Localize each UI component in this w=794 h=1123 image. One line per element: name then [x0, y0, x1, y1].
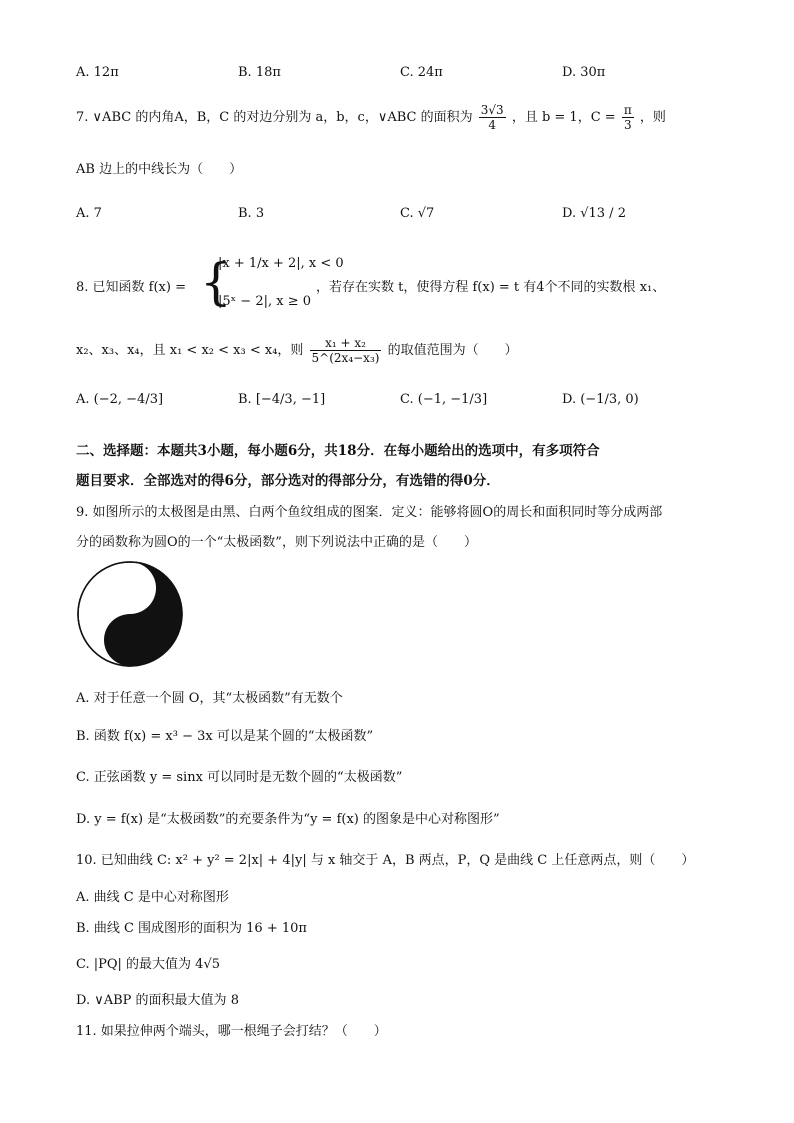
section2-line1: 二、选择题：本题共3小题，每小题6分，共18分．在每小题给出的选项中，有多项符合	[76, 443, 600, 459]
q8-piece-1: |x + 1/x + 2|, x < 0	[218, 256, 344, 271]
q6-option-a: A. 12π	[76, 65, 119, 80]
q7-angle-num: π	[623, 103, 632, 117]
q9-option-b: B. 函数 f(x) = x³ − 3x 可以是某个圆的“太极函数”	[76, 729, 374, 744]
q8-brace: {	[200, 253, 232, 311]
q10-option-c: C. |PQ| 的最大值为 4√5	[76, 957, 221, 972]
q8-line1-cont: ，若存在实数 t，使得方程 f(x) = t 有4个不同的实数根 x₁、	[316, 280, 666, 295]
q10-option-d: D. ∨ABP 的面积最大值为 8	[76, 993, 239, 1008]
q7-option-d: D. √13 / 2	[562, 206, 626, 221]
section2-line2: 题目要求．全部选对的得6分，部分选对的得部分分，有选错的得0分．	[76, 473, 500, 489]
q8-option-a: A. (−2, −4/3]	[76, 392, 164, 407]
q7-area-fraction	[479, 103, 506, 132]
q8-ratio	[310, 336, 382, 365]
q7-angle-den: 3	[623, 118, 632, 132]
q6-option-c: C. 24π	[400, 65, 443, 80]
q7-option-a: A. 7	[76, 206, 102, 221]
q8-option-b: B. [−4/3, −1]	[238, 392, 326, 407]
q10-option-b: B. 曲线 C 围成图形的面积为 16 + 10π	[76, 921, 307, 936]
q7-area-num: 3√3	[480, 103, 504, 117]
q7-angle-fraction	[622, 103, 634, 132]
q7-stem-end: ，则	[639, 110, 666, 125]
q10-option-a: A. 曲线 C 是中心对称图形	[76, 890, 229, 905]
q11-stem: 11. 如果拉伸两个端头，哪一根绳子会打结？（ ）	[76, 1024, 387, 1039]
q8-piecewise	[200, 250, 344, 320]
q7-stem-mid: ，且 b = 1，C =	[511, 110, 616, 125]
q9-line2: 分的函数称为圆O的一个“太极函数”，则下列说法中正确的是（ ）	[76, 535, 477, 550]
q8-line2	[76, 336, 518, 365]
taiji-icon	[76, 560, 184, 668]
q9-option-a: A. 对于任意一个圆 O，其“太极函数”有无数个	[76, 691, 343, 706]
q6-option-d: D. 30π	[562, 65, 606, 80]
q8-ratio-num: x₁ + x₂	[310, 336, 382, 351]
q8-piece-2: |5ˣ − 2|, x ≥ 0	[218, 294, 311, 309]
q7-area-den: 4	[488, 118, 497, 132]
q9-option-c: C. 正弦函数 y = sinx 可以同时是无数个圆的“太极函数”	[76, 770, 403, 785]
q7-line1	[76, 103, 666, 132]
q7-line2: AB 边上的中线长为（ ）	[76, 162, 243, 177]
q9-option-d: D. y = f(x) 是“太极函数”的充要条件为“y = f(x) 的图象是中心对称图形”	[76, 812, 500, 827]
q8-line2-end: 的取值范围为（ ）	[387, 343, 518, 358]
q8-line2-start: x₂、x₃、x₄，且 x₁ < x₂ < x₃ < x₄，则	[76, 343, 304, 358]
q10-stem: 10. 已知曲线 C: x² + y² = 2|x| + 4|y| 与 x 轴交于 A，B 两点，P，Q 是曲线 C 上任意两点，则（ ）	[76, 853, 695, 868]
q6-option-b: B. 18π	[238, 65, 281, 80]
q7-option-c: C. √7	[400, 206, 435, 221]
q8-option-d: D. (−1/3, 0)	[562, 392, 639, 407]
q9-line1: 9. 如图所示的太极图是由黑、白两个鱼纹组成的图案．定义：能够将圆O的周长和面积同时等分成两部	[76, 505, 663, 520]
q7-option-b: B. 3	[238, 206, 265, 221]
q8-ratio-den: 5^(2x₄−x₃)	[311, 351, 380, 365]
q8-label: 8. 已知函数 f(x) =	[76, 280, 186, 295]
taiji-figure	[76, 560, 184, 668]
q7-stem-start: 7. ∨ABC 的内角A，B，C 的对边分别为 a，b，c，∨ABC 的面积为	[76, 110, 473, 125]
q8-option-c: C. (−1, −1/3]	[400, 392, 488, 407]
